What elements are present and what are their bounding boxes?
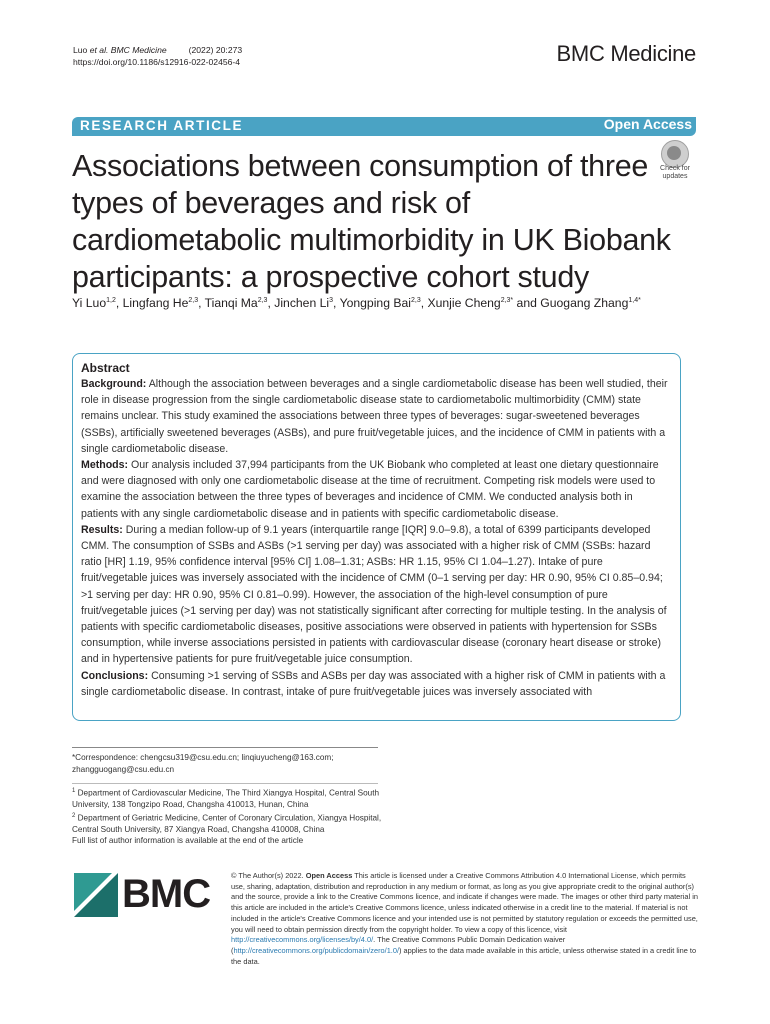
abstract-heading: Abstract [81, 361, 130, 375]
author-list: Yi Luo$^{1,2}$, Lingfang He$^{2,3}$, Tianqi Ma$^{2,3}$, Jinchen Li$^3$, Yongping Bai$^{2,3}$, Xunjie Cheng$^{2,3*}$ and Guogang Zhang$^{1,4*}$ [72, 296, 641, 310]
correspondence-label: *Correspondence: [72, 753, 138, 762]
author-affiliation-mark: 3 [329, 296, 334, 304]
header-doi[interactable]: https://doi.org/10.1186/s12916-022-02456-4 [73, 57, 241, 67]
correspondence-emails[interactable]: chengcsu319@csu.edu.cn; linqiuyucheng@163.com; zhangguogang@csu.edu.cn [72, 753, 334, 774]
author-affiliation-mark: 2,3 [257, 296, 268, 304]
license-link[interactable]: http://creativecommons.org/licenses/by/4.0/ [231, 935, 374, 945]
affiliation-1: $^1$ Department of Cardiovascular Medicine, The Third Xiangya Hospital, Central South University, 138 Tongzipo Road, Changsha 410013, Hunan, China [72, 788, 380, 810]
bmc-logo [74, 873, 214, 917]
check-updates-line1: Check for [660, 165, 690, 172]
journal-name: BMC Medicine [556, 41, 696, 66]
author-affiliation-mark: 1,4* [628, 296, 641, 304]
abstract-methods: Methods: Our analysis included 37,994 participants from the UK Biobank who completed at least one dietary questionnaire and were diagnosed with only one cardiometabolic disease at the time of recruitment. Competing risk models were used to examine the association between the three types of beverages and incidence of CMM. We conducted analysis both in patients with any single cardiometabolic disease and in patients with specific cardiometabolic disease. [81, 459, 659, 520]
author-affiliation-mark: 2,3* [500, 296, 514, 304]
abstract-background: Background: Although the association between beverages and a single cardiometabolic disease has been well studied, their role in disease progression from the single cardiometabolic disease state to cardiometabolic multimorbidity (CMM) state remains unclear. This study examined the associations between three types of beverages: sugar-sweetened beverages (SSBs), artificially sweetened beverages (ASBs), and pure fruit/vegetable juices, and the incidence of CMM in patients with a single cardiometabolic disease. [81, 378, 668, 455]
abstract-box [72, 353, 681, 721]
abstract-results: Results: During a median follow-up of 9.1 years (interquartile range [IQR] 9.0–9.8), a total of 6399 participants developed CMM. The consumption of SSBs and ASBs (>1 serving per day) was associated with a higher risk of CMM (SSBs: hazard ratio [HR] 1.19, 95% confidence interval [95% CI] 1.08–1.31; ASBs: HR 1.15, 95% CI 1.04–1.27). Intake of pure fruit/vegetable juices was inversely associated with the incidence of CMM (0–1 serving per day: HR 0.90, 95% CI 0.85–0.94; >1 serving per day: HR 0.90, 95% CI 0.81–0.99). However, the association of the high-level consumption of pure fruit/vegetable juices (>1 serving per day) was not statistically significant after correcting for multiple testing. In the analysis of patients with specific cardiometabolic diseases, positive associations were observed in patients with hypertension for SSBs consumption, while inverse associations persisted in patients with cardiovascular disease (coronary heart disease or stroke) and in hypertensive patients for pure fruit/vegetable juice consumption. [81, 523, 667, 666]
affiliation-2: $^2$ Department of Geriatric Medicine, Center of Coronary Circulation, Xiangya Hospital, Central South University, 87 Xiangya Road, Changsha 410008, China [72, 812, 382, 834]
author-name: Lingfang He [122, 296, 189, 310]
header-journal-ref: et al. BMC Medicine [89, 45, 167, 55]
open-access-label: Open Access [603, 116, 692, 132]
article-title: Associations between consumption of three types of beverages and risk of cardiometabolic multimorbidity in UK Biobank participants: a prospective cohort study [72, 149, 671, 294]
author-affiliation-mark: 2,3 [188, 296, 199, 304]
author-affiliation-mark: 2,3 [410, 296, 421, 304]
article-type-label: RESEARCH ARTICLE [80, 118, 244, 133]
check-updates-line2: updates [662, 173, 688, 180]
license-text: © The Author(s) 2022. Open Access This article is licensed under a Creative Commons Attribution 4.0 International License, which permits use, sharing, adaptation, distribution and reproduction in any medium or format, as long as you give appropriate credit to the original author(s) and the source, provide a link to the Creative Commons licence, and indicate if changes were made. The images or other third party material in this article are included in the article's Creative Commons licence, unless indicated otherwise in a credit line to the material. If material is not included in the article's Creative Commons licence and your intended use is not permitted by statutory regulation or exceeds the permitted use, you will need to obtain permission directly from the copyright holder. To view a copy of this licence, visit http://creativecommons.org/licenses/by/4.0/. The Creative Commons Public Domain Dedication waiver (http://creativecommons.org/publicdomain/zero/1.0/) applies to the data made available in this article, unless otherwise stated in a credit line to the data. [231, 871, 698, 966]
footnote-divider [72, 747, 378, 748]
correspondence [72, 752, 382, 775]
author-name: Yongping Bai [339, 296, 411, 310]
author-name: Guogang Zhang [540, 296, 629, 310]
author-name: Xunjie Cheng [427, 296, 501, 310]
author-name: Yi Luo [72, 296, 107, 310]
header-author: Luo [73, 45, 90, 55]
check-for-updates-badge[interactable] [652, 138, 698, 182]
author-name: Tianqi Ma [204, 296, 258, 310]
bmc-logo-text: BMC [122, 872, 211, 916]
footnote-divider-2 [72, 783, 378, 784]
article-type-banner [72, 117, 696, 136]
public-domain-link[interactable]: http://creativecommons.org/publicdomain/zero/1.0/ [233, 945, 400, 955]
affiliations [72, 786, 382, 847]
bmc-logo-icon [74, 873, 118, 917]
author-name: Jinchen Li [274, 296, 330, 310]
affiliation-note: Full list of author information is available at the end of the article [72, 836, 304, 846]
abstract-conclusions: Conclusions: Consuming >1 serving of SSBs and ASBs per day was associated with a higher risk of CMM in patients with a single cardiometabolic disease. In contrast, intake of pure fruit/vegetable juices was inversely associated with [81, 669, 666, 698]
running-header [73, 44, 242, 68]
header-year-volume: (2022) 20:273 [188, 45, 243, 55]
author-affiliation-mark: 1,2 [106, 296, 116, 304]
check-updates-icon [661, 140, 689, 168]
